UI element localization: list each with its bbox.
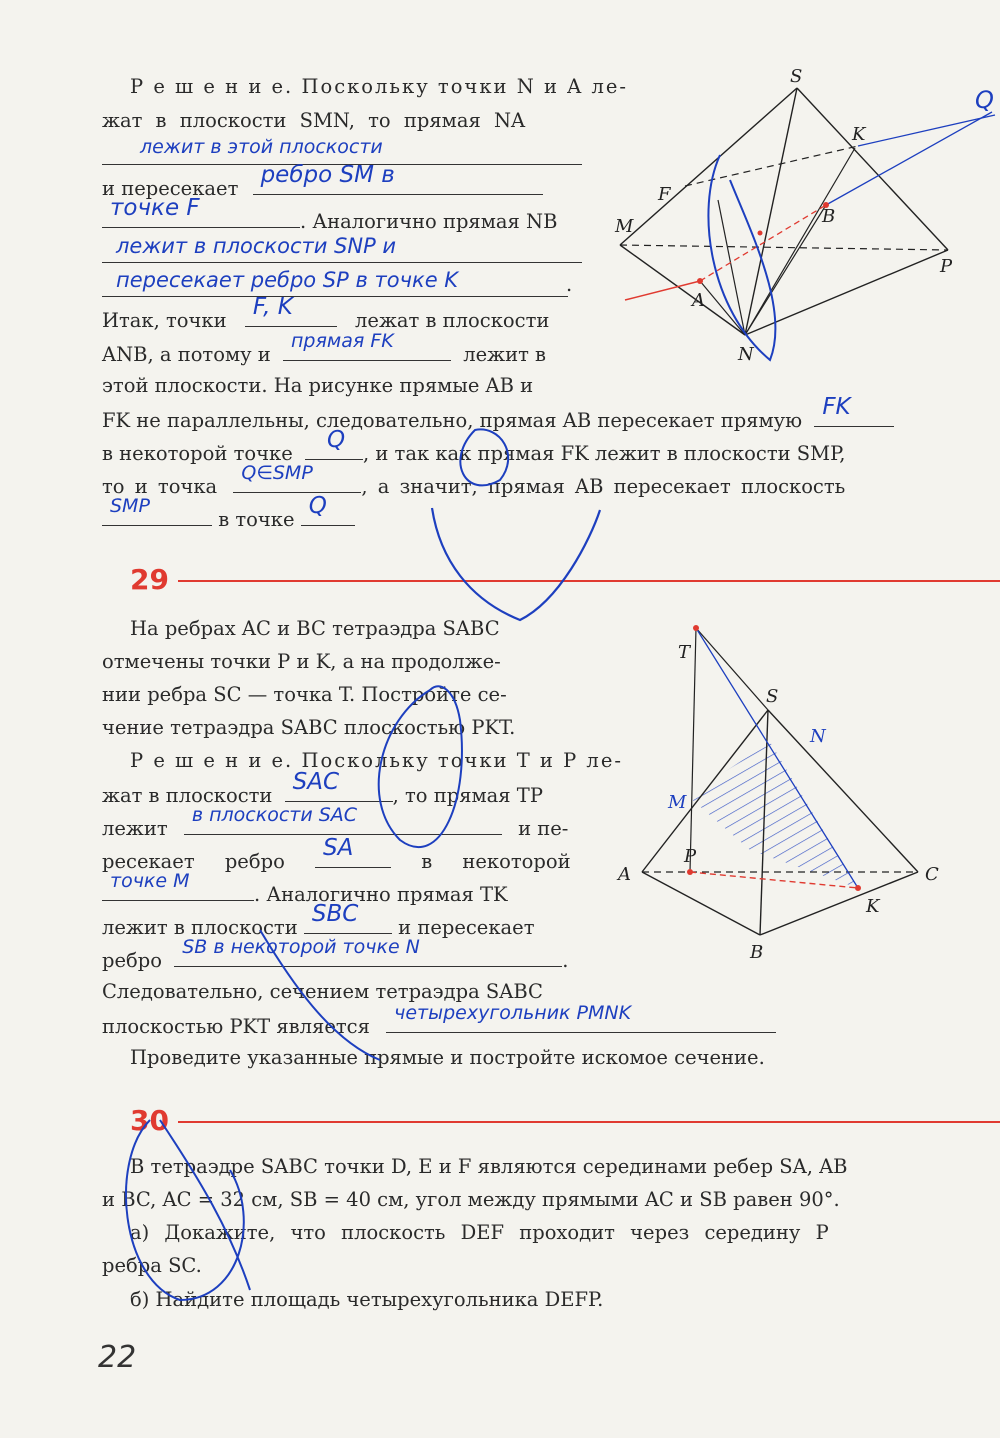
line-NK [745, 148, 855, 335]
edge-AB [642, 872, 760, 935]
label-C: C [925, 864, 939, 885]
text: ребро [102, 949, 162, 972]
line-AB [700, 205, 826, 281]
line-AB-ext2 [826, 112, 992, 205]
answer-blank[interactable] [102, 870, 254, 901]
label-B: B [822, 206, 836, 227]
period: . [566, 273, 573, 296]
line-FK-ext [858, 115, 995, 146]
s29-r5 [102, 870, 508, 911]
label-N: N [738, 344, 754, 365]
answer-blank[interactable] [253, 162, 543, 195]
s28-line12 [102, 462, 846, 503]
answer-blank[interactable] [315, 835, 391, 868]
pen-stroke [432, 508, 600, 620]
answer-blank[interactable] [245, 294, 337, 327]
s28-answer-9: Q [326, 427, 346, 453]
edge-MP [620, 245, 948, 250]
label-M: M [668, 792, 687, 813]
answer-line [102, 296, 568, 297]
edge-SP [797, 88, 948, 250]
answer-blank[interactable] [102, 195, 300, 228]
s29-answer-2: в плоскости SAC [191, 804, 358, 826]
s29-r7: ребро SB в некоторой точке N . [102, 942, 568, 977]
s29-p1: На ребрах AC и BC тетраэдра SABC [130, 617, 500, 640]
figure-29 [600, 600, 1000, 980]
s28-answer-1: лежит в этой плоскости [140, 136, 383, 158]
s29-p3: нии ребра SC — точка T. Постройте се- [102, 683, 507, 706]
s28-line2: жат в плоскости SMN, то прямая NA [102, 109, 526, 132]
label-S: S [766, 686, 779, 707]
text: и пересекает [398, 916, 535, 939]
text: лежит [102, 817, 168, 840]
label-K: K [852, 124, 866, 145]
s28-answer-8: FK [822, 394, 851, 420]
text: , и так как прямая FK лежит в плоскости SMP, [362, 442, 846, 465]
point-T [693, 625, 699, 631]
s29-p2: отмечены точки P и K, а на продолже- [102, 650, 501, 673]
text: . Аналогично прямая NB [300, 210, 558, 233]
s29-p4: чение тетраэдра SABC плоскостью PKT. [102, 716, 516, 739]
text: ANB, а потому и [102, 343, 271, 366]
point-K [855, 885, 861, 891]
s30-p4: ребра SC. [102, 1254, 202, 1277]
label-F: F [658, 184, 671, 205]
s29-answer-3: SA [323, 835, 354, 861]
answer-line [102, 262, 582, 263]
label-A: A [618, 864, 631, 885]
s29-answer-1: SAC [292, 769, 340, 795]
label-B: B [750, 942, 764, 963]
s29-r10: Проведите указанные прямые и постройте искомое сечение. [130, 1046, 765, 1069]
exercise-number-29: 29 [130, 563, 169, 596]
edge-MN [620, 245, 745, 335]
line-AB-ext [625, 281, 700, 300]
s28-line11 [102, 427, 846, 470]
s30-p5: б) Найдите площадь четырехугольника DEFP. [130, 1288, 604, 1311]
edge-TS [696, 628, 768, 710]
label-P: P [940, 256, 953, 277]
label-K: K [866, 896, 880, 917]
s30-p3: а) Докажите, что плоскость DEF проходит через середину P [130, 1221, 829, 1244]
s29-answer-4: точке M [110, 870, 190, 892]
answer-blank[interactable] [386, 1002, 776, 1033]
answer-blank[interactable] [233, 462, 361, 493]
section-PMNK [688, 742, 858, 888]
s29-r8: Следовательно, сечением тетраэдра SABC [102, 980, 543, 1003]
label-S: S [790, 66, 803, 87]
s29-answer-6: SB в некоторой точке N [182, 936, 420, 958]
text: плоскостью PKT является [102, 1015, 370, 1038]
label-T: T [678, 642, 691, 663]
text: , то прямая TP [392, 784, 543, 807]
text: в точке [218, 508, 295, 531]
point-P [687, 869, 693, 875]
text: то и точка [102, 475, 218, 498]
text: жат в плоскости [102, 784, 273, 807]
answer-blank[interactable] [283, 330, 451, 361]
text: и пересекает [102, 177, 239, 200]
s28-line13 [102, 493, 355, 536]
s28-line8 [102, 330, 547, 371]
answer-blank[interactable] [814, 394, 894, 427]
s28-answer-10: Q∈SMP [241, 462, 313, 484]
text: , а значит, прямая AB пересекает плоскость [361, 475, 846, 498]
text: Итак, точки [102, 309, 227, 332]
label-A: A [692, 290, 705, 311]
s28-answer-7: прямая FK [291, 330, 394, 352]
red-rule [178, 1121, 1000, 1123]
s29-answer-5: SBC [311, 901, 359, 927]
s28-answer-5: пересекает ребро SP в точке K [116, 268, 459, 292]
s28-line9: этой плоскости. На рисунке прямые AB и [102, 374, 534, 397]
s29-r9 [102, 1002, 776, 1043]
point-mid [758, 231, 763, 236]
s30-p2: и BC, AC = 32 см, SB = 40 см, угол между прямыми AC и SB равен 90°. [102, 1188, 840, 1211]
text: лежит в плоскости [102, 916, 298, 939]
figure-28 [600, 60, 1000, 380]
answer-blank[interactable] [305, 427, 363, 460]
s29-answer-7: четырехугольник PMNK [394, 1002, 632, 1024]
label-P: P [684, 846, 697, 867]
answer-blank[interactable] [102, 495, 212, 526]
s28-answer-4: лежит в плоскости SNP и [116, 234, 397, 258]
s30-p1: В тетраэдре SABC точки D, E и F являются серединами ребер SA, AB [130, 1155, 848, 1178]
edge-SN [745, 88, 797, 335]
text: в некоторой точке [102, 442, 293, 465]
label-N: N [810, 726, 826, 747]
text: FK не параллельны, следовательно, прямая AB пересекает прямую [102, 409, 803, 432]
s28-answer-2: ребро SM в [260, 162, 395, 188]
s29-r1: Р е ш е н и е. Поскольку точки T и P ле- [130, 749, 623, 772]
s28-line5 [102, 195, 558, 238]
text: в некоторой [421, 850, 571, 873]
s28-line10 [102, 394, 894, 437]
point-A [697, 278, 703, 284]
label-M: M [615, 216, 634, 237]
s28-answer-6: F, K [252, 294, 293, 320]
s28-answer-3: точке F [110, 195, 200, 221]
line-TP [690, 628, 696, 872]
s28-answer-12: Q [308, 493, 327, 519]
answer-blank[interactable] [301, 493, 355, 526]
page-number: 22 [98, 1340, 137, 1375]
text: ресекает ребро [102, 850, 285, 873]
text: . Аналогично прямая TK [254, 883, 508, 906]
red-rule [178, 580, 1000, 582]
text: лежат в плоскости [355, 309, 550, 332]
exercise-number-30: 30 [130, 1104, 169, 1137]
text: лежит в [463, 343, 547, 366]
label-Q: Q [975, 86, 994, 114]
pen-stroke [708, 155, 775, 360]
s28-line1: Р е ш е н и е. Поскольку точки N и A ле- [130, 75, 628, 98]
s28-answer-11: SMP [110, 495, 150, 517]
answer-blank[interactable] [174, 936, 562, 967]
text: и пе- [518, 817, 569, 840]
